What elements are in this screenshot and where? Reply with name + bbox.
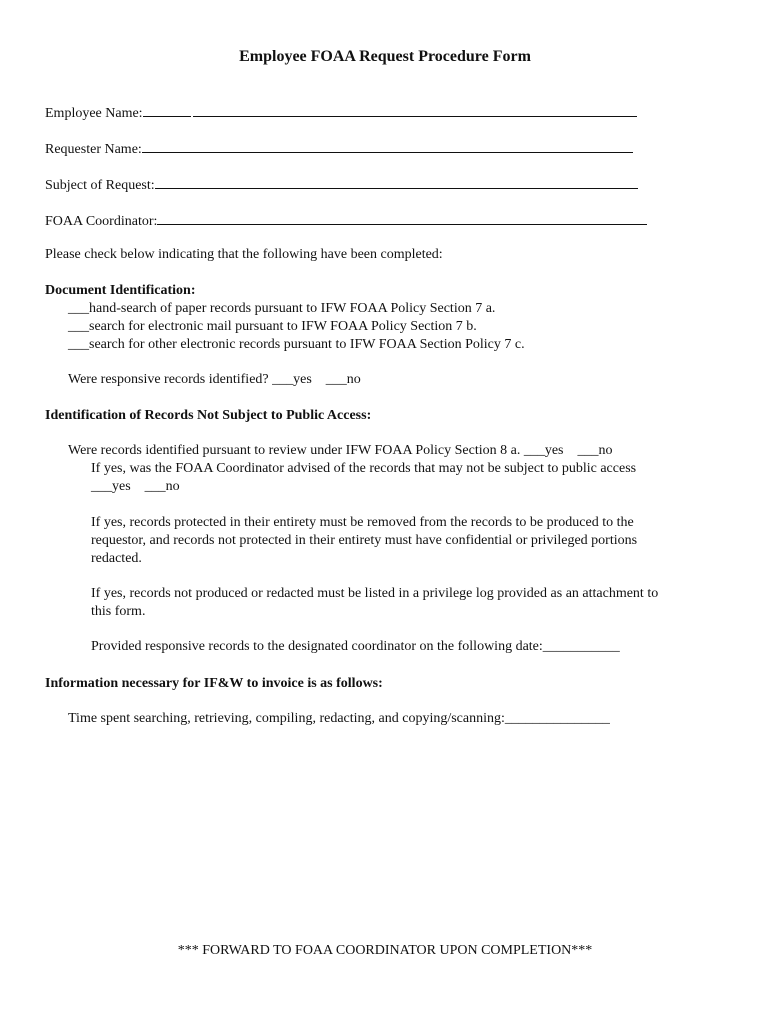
requester-name-field[interactable] [142, 139, 633, 153]
employee-name-row [45, 103, 637, 123]
protected-paragraph-line-3: redacted. [91, 551, 142, 566]
time-spent-line: Time spent searching, retrieving, compiling, redacting, and copying/scanning:_______________ [68, 711, 610, 726]
requester-name-label: Requester Name: [45, 142, 142, 157]
protected-paragraph-line-2: requestor, and records not protected in their entirety must have confidential or privileged portions [91, 533, 638, 548]
coordinator-advised-options: ___yes ___no [91, 479, 180, 494]
coordinator-field[interactable] [157, 211, 647, 225]
protected-paragraph-line-1: If yes, records protected in their entirety must be removed from the records to be produced to the [91, 515, 634, 530]
subject-row [45, 175, 638, 195]
doc-id-heading: Document Identification: [45, 283, 196, 298]
responsive-question: Were responsive records identified? ___yes ___no [68, 372, 361, 387]
form-title: Employee FOAA Request Procedure Form [239, 48, 531, 65]
privilege-log-line-1: If yes, records not produced or redacted must be listed in a privilege log provided as an attachment to [91, 586, 659, 601]
subject-label: Subject of Request: [45, 178, 155, 193]
doc-id-item-2: ___search for electronic mail pursuant to IFW FOAA Policy Section 7 b. [68, 319, 477, 334]
subject-field[interactable] [155, 175, 638, 189]
privilege-log-line-2: this form. [91, 604, 146, 619]
doc-id-item-3: ___search for other electronic records pursuant to IFW FOAA Section Policy 7 c. [68, 337, 525, 352]
coordinator-row [45, 211, 647, 231]
doc-id-item-1: ___hand-search of paper records pursuant to IFW FOAA Policy Section 7 a. [68, 301, 496, 316]
coordinator-label: FOAA Coordinator: [45, 214, 158, 229]
invoice-heading: Information necessary for IF&W to invoice is as follows: [45, 676, 383, 691]
footer-note: *** FORWARD TO FOAA COORDINATOR UPON COMPLETION*** [177, 943, 593, 958]
section-8a-question: Were records identified pursuant to review under IFW FOAA Policy Section 8 a. ___yes ___no [68, 443, 613, 458]
provided-date-line: Provided responsive records to the designated coordinator on the following date:___________ [91, 639, 620, 654]
employee-name-field-b[interactable] [193, 103, 637, 117]
not-public-heading: Identification of Records Not Subject to Public Access: [45, 408, 372, 423]
instructions: Please check below indicating that the following have been completed: [45, 247, 443, 262]
employee-name-label: Employee Name: [45, 106, 143, 121]
requester-name-row [45, 139, 633, 159]
employee-name-field-a[interactable] [143, 103, 191, 117]
coordinator-advised-question: If yes, was the FOAA Coordinator advised of the records that may not be subject to public access [91, 461, 637, 476]
